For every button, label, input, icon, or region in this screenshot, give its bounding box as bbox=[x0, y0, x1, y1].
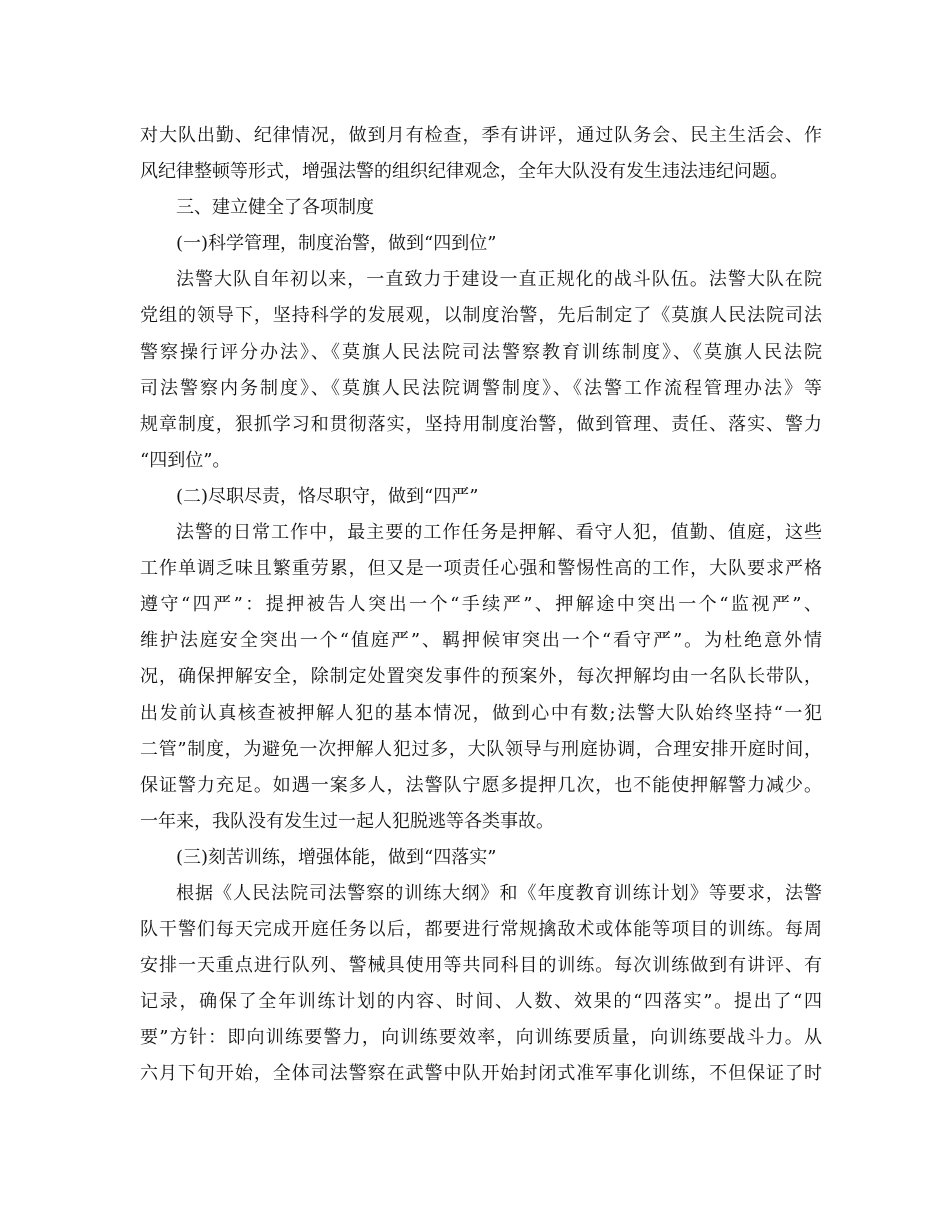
body-line: 队干警们每天完成开庭任务以后，都要进行常规擒敌术或体能等项目的训练。每周 bbox=[140, 919, 822, 941]
body-line: 维护法庭安全突出一个“值庭严”、羁押候审突出一个“看守严”。为杜绝意外情 bbox=[140, 630, 822, 652]
body-line: 根据《人民法院司法警察的训练大纲》和《年度教育训练计划》等要求，法警 bbox=[176, 882, 822, 904]
body-line: 六月下旬开始，全体司法警察在武警中队开始封闭式准军事化训练，不但保证了时 bbox=[140, 1063, 822, 1085]
body-line: 一年来，我队没有发生过一起人犯脱逃等各类事故。 bbox=[140, 810, 554, 832]
body-line: 安排一天重点进行队列、警械具使用等共同科目的训练。每次训练做到有讲评、有 bbox=[140, 955, 822, 977]
body-line: 出发前认真核查被押解人犯的基本情况，做到心中有数;法警大队始终坚持“一犯 bbox=[140, 702, 822, 724]
body-line: 规章制度，狠抓学习和贯彻落实，坚持用制度治警，做到管理、责任、落实、警力 bbox=[140, 413, 822, 435]
body-line: 警察操行评分办法》、《莫旗人民法院司法警察教育训练制度》、《莫旗人民法院 bbox=[140, 341, 822, 363]
document-body bbox=[140, 118, 822, 1093]
body-line: 工作单调乏味且繁重劳累，但又是一项责任心强和警惕性高的工作，大队要求严格 bbox=[140, 558, 822, 580]
subsection-heading: (三)刻苦训练，增强体能，做到“四落实” bbox=[176, 846, 497, 868]
section-heading: 三、建立健全了各项制度 bbox=[176, 197, 374, 219]
subsection-heading: (一)科学管理，制度治警，做到“四到位” bbox=[176, 233, 497, 255]
body-line: 对大队出勤、纪律情况，做到月有检查，季有讲评，通过队务会、民主生活会、作 bbox=[140, 125, 822, 146]
body-line: 法警的日常工作中，最主要的工作任务是押解、看守人犯，值勤、值庭，这些 bbox=[176, 522, 822, 544]
body-line: 记录，确保了全年训练计划的内容、时间、人数、效果的“四落实”。提出了“四 bbox=[140, 991, 822, 1013]
body-line: 法警大队自年初以来，一直致力于建设一直正规化的战斗队伍。法警大队在院 bbox=[176, 269, 822, 291]
body-line: 遵守“四严”：提押被告人突出一个“手续严”、押解途中突出一个“监视严”、 bbox=[140, 594, 822, 616]
body-line: 二管”制度，为避免一次押解人犯过多，大队领导与刑庭协调，合理安排开庭时间， bbox=[140, 738, 822, 760]
body-line: 要”方针：即向训练要警力，向训练要效率，向训练要质量，向训练要战斗力。从 bbox=[140, 1027, 822, 1049]
body-line: “四到位”。 bbox=[140, 449, 231, 471]
subsection-heading: (二)尽职尽责，恪尽职守，做到“四严” bbox=[176, 485, 479, 507]
body-line: 党组的领导下，坚持科学的发展观，以制度治警，先后制定了《莫旗人民法院司法 bbox=[140, 305, 822, 327]
body-line: 风纪律整顿等形式，增强法警的组织纪律观念，全年大队没有发生违法违纪问题。 bbox=[140, 161, 788, 183]
body-line: 况，确保押解安全，除制定处置突发事件的预案外，每次押解均由一名队长带队， bbox=[140, 666, 822, 688]
body-line: 保证警力充足。如遇一案多人，法警队宁愿多提押几次，也不能使押解警力减少。 bbox=[140, 774, 822, 796]
body-line: 司法警察内务制度》、《莫旗人民法院调警制度》、《法警工作流程管理办法》等 bbox=[140, 377, 822, 399]
